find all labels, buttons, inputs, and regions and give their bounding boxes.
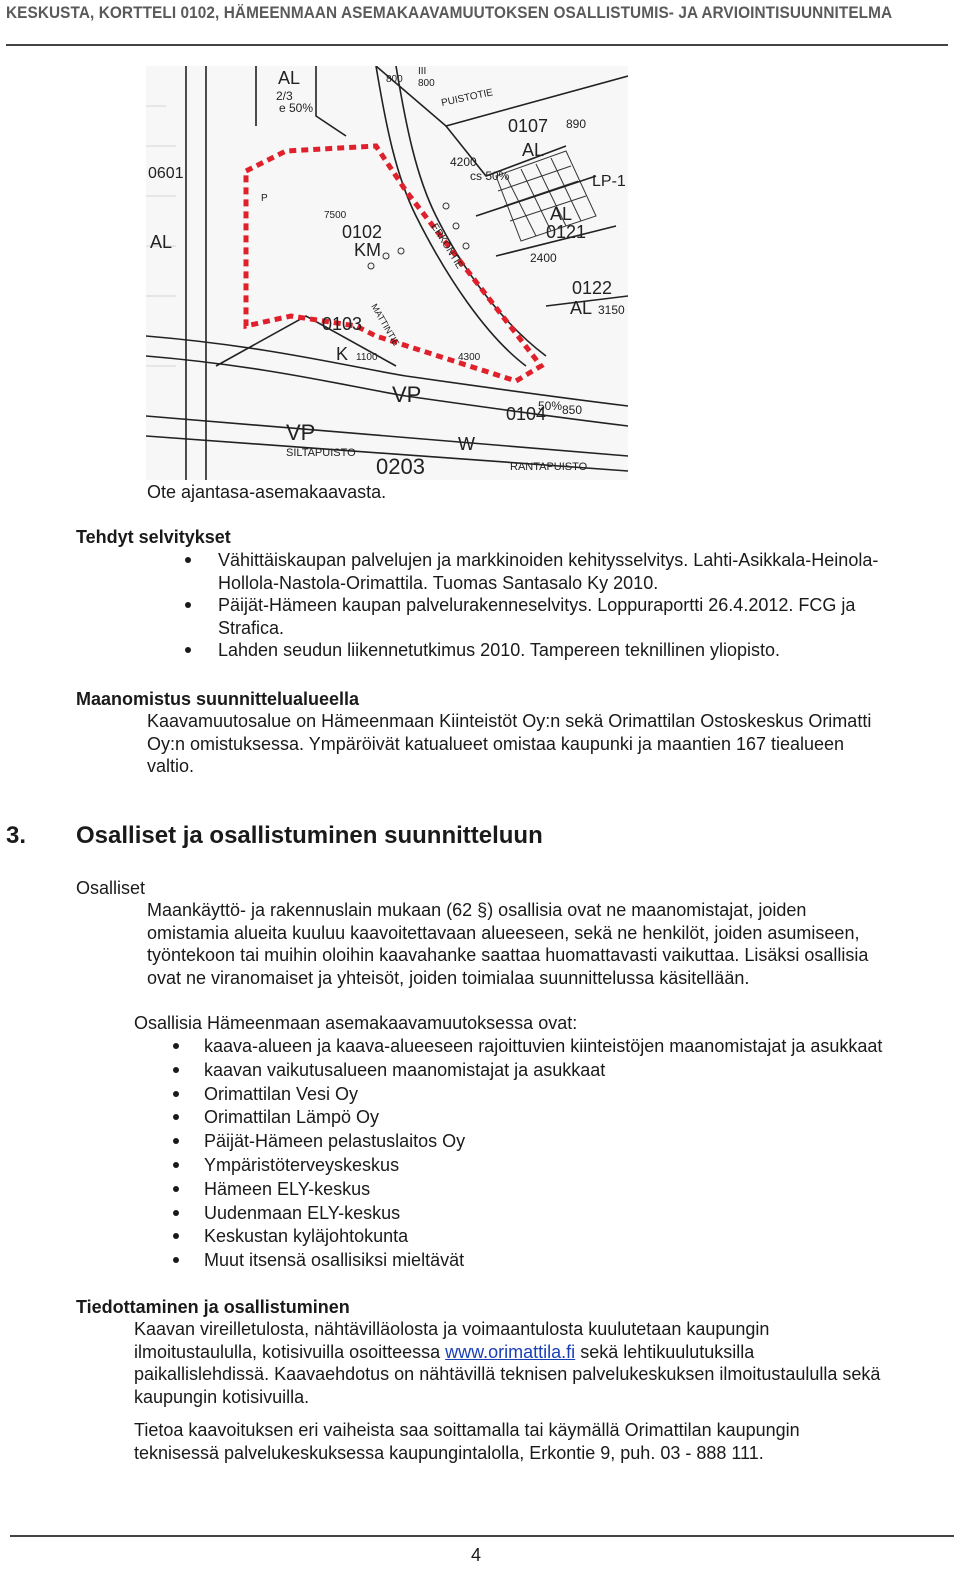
- section-heading-tiedottaminen: Tiedottaminen ja osallistuminen: [76, 1297, 350, 1317]
- svg-text:890: 890: [566, 117, 587, 131]
- subsection-heading-osalliset: Osalliset: [76, 878, 146, 898]
- svg-text:AL: AL: [570, 298, 593, 318]
- maanomistus-paragraph: Kaavamuutosalue on Hämeenmaan Kiinteistöt Oy:n sekä Orimattilan Ostoskeskus Orimatti Oy:n omistuksessa. Ympäröivät katualueet omistaa kaupunki ja maantien 167 tiealueen valtio.: [147, 711, 872, 776]
- bullet-icon: [173, 1138, 179, 1144]
- svg-text:800: 800: [418, 78, 435, 89]
- svg-text:3150: 3150: [598, 303, 625, 317]
- svg-text:7500: 7500: [324, 210, 347, 221]
- svg-text:P: P: [261, 193, 268, 204]
- svg-text:850: 850: [562, 403, 583, 417]
- footer-divider: [10, 1535, 954, 1537]
- page-number: 4: [471, 1545, 482, 1565]
- tiedottaminen-paragraph-1: Kaavan vireilletulosta, nähtävilläolosta ja voimaantulosta kuulutetaan kaupungin ilmoitustaululla, kotisivuilla osoitteessa www.orimattila.fi sekä lehtikuulutuksilla paikallislehdissä. Kaavaehdotus on nähtävillä teknisen palvelukeskuksen ilmoitustaululla sekä kaupungin kotisivuilla.: [134, 1319, 881, 1407]
- svg-text:RANTAPUISTO: RANTAPUISTO: [510, 461, 588, 473]
- list-item: Uudenmaan ELY-keskus: [204, 1202, 882, 1226]
- svg-text:0104: 0104: [506, 404, 547, 424]
- section-heading-selvitykset: Tehdyt selvitykset: [76, 527, 231, 547]
- svg-text:4300: 4300: [458, 352, 481, 363]
- svg-text:AL: AL: [550, 204, 573, 224]
- svg-text:0107: 0107: [508, 116, 549, 136]
- list-item: Päijät-Hämeen pelastuslaitos Oy: [204, 1130, 882, 1154]
- svg-text:K: K: [336, 344, 349, 364]
- selvitykset-list: [218, 549, 878, 662]
- svg-text:VP: VP: [392, 382, 422, 407]
- bullet-icon: [173, 1210, 179, 1216]
- svg-text:LP-1: LP-1: [592, 173, 626, 190]
- list-item: Hämeen ELY-keskus: [204, 1178, 882, 1202]
- svg-text:KM: KM: [354, 240, 381, 260]
- osalliset-list-intro: Osallisia Hämeenmaan asemakaavamuutoksessa ovat:: [134, 1013, 578, 1033]
- svg-text:ERKONTIE: ERKONTIE: [428, 221, 465, 271]
- list-item: Vähittäiskaupan palvelujen ja markkinoiden kehitysselvitys. Lahti-Asikkala-Heinola-: [218, 549, 878, 572]
- bullet-icon: [173, 1233, 179, 1239]
- svg-text:0103: 0103: [322, 314, 363, 334]
- bullet-icon: [185, 647, 191, 653]
- bullet-icon: [185, 602, 191, 608]
- svg-text:MATTINTIE: MATTINTIE: [369, 302, 402, 348]
- svg-text:0601: 0601: [148, 165, 184, 182]
- bullet-icon: [173, 1067, 179, 1073]
- bullet-icon: [173, 1114, 179, 1120]
- bullet-icon: [173, 1091, 179, 1097]
- section-number: 3.: [6, 822, 27, 849]
- svg-text:0122: 0122: [572, 278, 613, 298]
- svg-text:2/3: 2/3: [276, 89, 293, 103]
- svg-text:VP: VP: [286, 420, 316, 445]
- svg-text:4200: 4200: [450, 155, 477, 169]
- list-item: Päijät-Hämeen kaupan palvelurakenneselvitys. Loppuraportti 26.4.2012. FCG ja: [218, 594, 878, 617]
- svg-text:2400: 2400: [530, 251, 557, 265]
- bullet-icon: [173, 1257, 179, 1263]
- map-caption: Ote ajantasa-asemakaavasta.: [147, 482, 387, 502]
- bullet-icon: [173, 1043, 179, 1049]
- list-item: Keskustan kyläjohtokunta: [204, 1225, 882, 1249]
- list-item: Orimattilan Lämpö Oy: [204, 1106, 882, 1130]
- svg-text:0203: 0203: [376, 454, 425, 479]
- list-item: Ympäristöterveyskeskus: [204, 1154, 882, 1178]
- svg-text:AL: AL: [522, 140, 545, 160]
- svg-text:W: W: [458, 434, 475, 454]
- list-item: Muut itsensä osallisiksi mieltävät: [204, 1249, 882, 1273]
- list-item: kaavan vaikutusalueen maanomistajat ja asukkaat: [204, 1059, 882, 1083]
- svg-text:cs 50%: cs 50%: [470, 169, 510, 183]
- list-item-continuation: Hollola-Nastola-Orimattila. Tuomas Santasalo Ky 2010.: [218, 572, 659, 593]
- svg-text:AL: AL: [150, 232, 173, 252]
- list-item: Orimattilan Vesi Oy: [204, 1083, 882, 1107]
- bullet-icon: [185, 557, 191, 563]
- svg-text:50%: 50%: [538, 399, 563, 413]
- svg-text:0102: 0102: [342, 222, 383, 242]
- bullet-icon: [173, 1162, 179, 1168]
- header-divider: [6, 44, 948, 46]
- osalliset-list: [204, 1035, 882, 1273]
- svg-text:0121: 0121: [546, 222, 587, 242]
- bullet-icon: [173, 1186, 179, 1192]
- map-label: AL: [278, 68, 301, 88]
- svg-text:III: III: [418, 66, 427, 77]
- list-item: Lahden seudun liikennetutkimus 2010. Tampereen teknillinen yliopisto.: [218, 639, 878, 662]
- osalliset-paragraph: Maankäyttö- ja rakennuslain mukaan (62 §) osallisia ovat ne maanomistajat, joiden omistamia alueita kuuluu kaavoitettavaan alueeseen, sekä ne henkilöt, joiden asumiseen, työntekoon tai muihin oloihin kaavahanke saattaa huomattavasti vaikuttaa. Lisäksi osallisia ovat ne viranomaiset ja yhteisöt, joiden toimialaa suunnittelussa käsitellään.: [147, 900, 869, 988]
- svg-text:800: 800: [386, 74, 403, 85]
- document-header-title: KESKUSTA, KORTTELI 0102, HÄMEENMAAN ASEMAKAAVAMUUTOKSEN OSALLISTUMIS- JA ARVIOINTISUUNNITELMA: [6, 4, 893, 22]
- svg-text:1100: 1100: [356, 352, 378, 363]
- zoning-map-excerpt: [146, 66, 628, 480]
- main-section-heading: Osalliset ja osallistuminen suunnitteluun: [76, 822, 543, 849]
- orimattila-website-link[interactable]: www.orimattila.fi: [445, 1341, 576, 1362]
- tiedottaminen-paragraph-2: Tietoa kaavoituksen eri vaiheista saa soittamalla tai käymällä Orimattilan kaupungin teknisessä palvelukeskuksessa kaupungintalolla, Erkontie 9, puh. 03 - 888 111.: [134, 1420, 800, 1463]
- svg-text:SILTAPUISTO: SILTAPUISTO: [286, 447, 356, 459]
- section-heading-maanomistus: Maanomistus suunnittelualueella: [76, 689, 360, 709]
- svg-text:e 50%: e 50%: [279, 101, 314, 115]
- svg-text:PUISTOTIE: PUISTOTIE: [440, 87, 495, 109]
- list-item: kaava-alueen ja kaava-alueeseen rajoittuvien kiinteistöjen maanomistajat ja asukkaat: [204, 1035, 882, 1059]
- list-item-continuation: Strafica.: [218, 617, 285, 638]
